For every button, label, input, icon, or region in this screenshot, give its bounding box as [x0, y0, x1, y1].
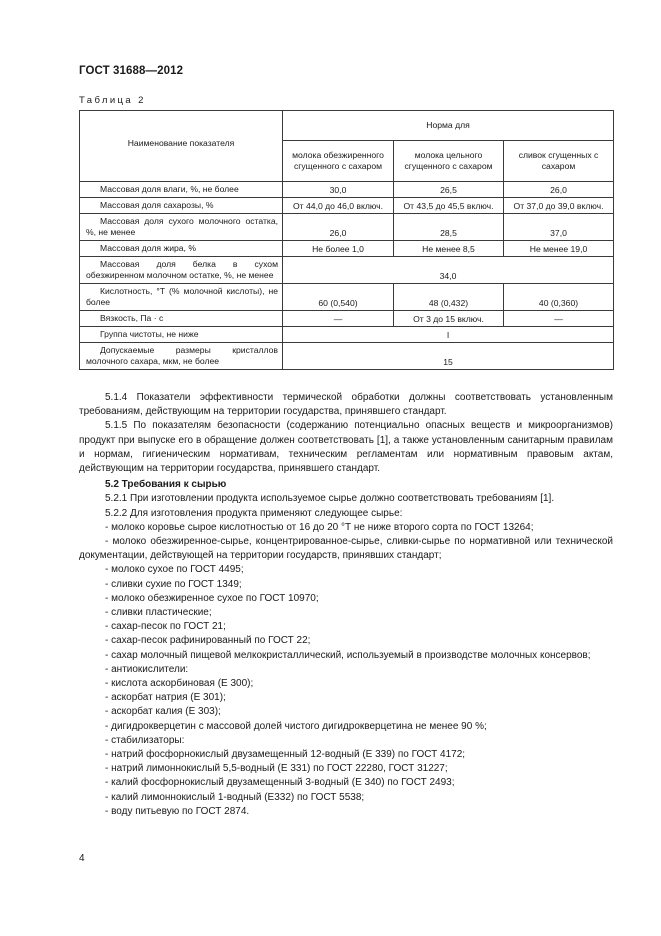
row-value: 30,0 [283, 182, 394, 198]
row-indicator-label: Вязкость, Па · с [100, 313, 164, 323]
document-header: ГОСТ 31688—2012 [79, 65, 184, 77]
list-item: - дигидрокверцетин с массовой долей чистого дигидрокверцетина не менее 90 %; [105, 720, 487, 732]
row-value: 48 (0,432) [394, 284, 504, 311]
row-value: 28,5 [394, 214, 504, 241]
row-value: Не менее 19,0 [504, 241, 614, 257]
body-text [79, 391, 613, 819]
table-row [80, 257, 614, 284]
column-header-group: Норма для [283, 111, 614, 141]
list-item: - натрий фосфорнокислый двузамещенный 12-водный (Е 339) по ГОСТ 4172; [105, 749, 466, 761]
row-value: От 3 до 15 включ. [394, 311, 504, 327]
row-indicator-name [80, 198, 283, 214]
list-item: - сахар молочный пищевой мелкокристаллический, используемый в производстве молочных консервов; [105, 649, 591, 661]
row-indicator-name [80, 257, 283, 284]
table-row [80, 327, 614, 343]
section-title-5-2: 5.2 Требования к сырью [105, 479, 227, 491]
list-item: - антиокислители: [105, 663, 189, 675]
row-indicator-name [80, 214, 283, 241]
list-item: - сливки сухие по ГОСТ 1349; [105, 578, 242, 590]
row-value: От 37,0 до 39,0 включ. [504, 198, 614, 214]
paragraph-5-1-5: 5.1.5 По показателям безопасности (содержанию потенциально опасных веществ и микроорганизмов) продукт при выпуске его в обращение должен соответствовать [1], а также установленным санитарным правилам и нормам, гигиеническим нормативам, техническим регламентам или нормативным правовым актам, действующим на территории государства, принявшего стандарт. [79, 420, 613, 475]
row-indicator-label: Массовая доля жира, % [100, 243, 196, 253]
row-indicator-name [80, 241, 283, 257]
table-row [80, 214, 614, 241]
table-header-row [80, 111, 614, 141]
column-header-skim-milk: молока обезжиренного сгущенного с сахаром [283, 141, 394, 182]
column-header-whole-milk: молока цельного сгущенного с сахаром [394, 141, 504, 182]
row-value: 26,0 [283, 214, 394, 241]
row-value-merged: I [283, 327, 614, 343]
list-item: - молоко обезжиренное-сырье, концентрированное-сырье, сливки-сырье по нормативной или технической документации, действующей на территории государств, принявших стандарт; [79, 536, 613, 562]
row-indicator-name [80, 284, 283, 311]
table-caption: Таблица 2 [79, 95, 146, 106]
list-item: - натрий лимоннокислый 5,5-водный (Е 331) по ГОСТ 22280, ГОСТ 31227; [105, 763, 448, 775]
row-indicator-label: Группа чистоты, не ниже [100, 329, 199, 339]
list-item: - аскорбат калия (Е 303); [105, 706, 221, 718]
row-indicator-label: Массовая доля сухого молочного остатка, %, не менее [86, 216, 278, 237]
raw-materials-list [79, 521, 613, 819]
list-item: - калий фосфорнокислый двузамещенный 3-водный (Е 340) по ГОСТ 2493; [105, 777, 455, 789]
list-item: - аскорбат натрия (Е 301); [105, 692, 226, 704]
row-value: 40 (0,360) [504, 284, 614, 311]
list-item: - калий лимоннокислый 1-водный (Е332) по ГОСТ 5538; [105, 791, 365, 803]
column-header-cream: сливок сгущенных с сахаром [504, 141, 614, 182]
norms-table [79, 110, 614, 370]
row-indicator-label: Кислотность, °Т (% молочной кислоты), не более [86, 286, 278, 307]
row-value: Не менее 8,5 [394, 241, 504, 257]
row-value: — [283, 311, 394, 327]
row-value: 60 (0,540) [283, 284, 394, 311]
list-item: - стабилизаторы: [105, 734, 185, 746]
row-indicator-label: Массовая доля сахарозы, % [100, 200, 214, 210]
row-value-merged: 34,0 [283, 257, 614, 284]
row-indicator-name [80, 182, 283, 198]
row-value: 26,0 [504, 182, 614, 198]
table-row [80, 182, 614, 198]
list-item: - сахар-песок по ГОСТ 21; [105, 621, 226, 633]
row-value: От 43,5 до 45,5 включ. [394, 198, 504, 214]
row-value: От 44,0 до 46,0 включ. [283, 198, 394, 214]
row-value: Не более 1,0 [283, 241, 394, 257]
row-value: 26,5 [394, 182, 504, 198]
row-indicator-label: Массовая доля влаги, %, не более [100, 184, 239, 194]
row-indicator-label: Массовая доля белка в сухом обезжиренном молочном остатке, %, не менее [86, 259, 278, 280]
table-row [80, 241, 614, 257]
list-item: - молоко обезжиренное сухое по ГОСТ 10970; [105, 592, 319, 604]
page-number: 4 [79, 853, 85, 864]
list-item: - сливки пластические; [105, 607, 212, 619]
paragraph-5-2-2: 5.2.2 Для изготовления продукта применяют следующее сырье: [105, 507, 403, 519]
table-row [80, 198, 614, 214]
row-indicator-label: Допускаемые размеры кристаллов молочного сахара, мкм, не более [86, 345, 278, 366]
table-row [80, 284, 614, 311]
table-body [80, 182, 614, 370]
row-indicator-name [80, 311, 283, 327]
list-item: - сахар-песок рафинированный по ГОСТ 22; [105, 635, 311, 647]
table-row [80, 343, 614, 370]
row-value: — [504, 311, 614, 327]
paragraph-5-1-4: 5.1.4 Показатели эффективности термической обработки должны соответствовать установленным требованиям, действующим на территории государства, принявшего стандарт. [79, 392, 613, 418]
list-item: - воду питьевую по ГОСТ 2874. [105, 805, 250, 817]
paragraph-5-2-1: 5.2.1 При изготовлении продукта используемое сырье должно соответствовать требованиям [1]. [105, 493, 555, 505]
row-value: 37,0 [504, 214, 614, 241]
list-item: - кислота аскорбиновая (Е 300); [105, 678, 254, 690]
list-item: - молоко коровье сырое кислотностью от 16 до 20 °Т не ниже второго сорта по ГОСТ 13264; [105, 521, 534, 533]
row-indicator-name [80, 327, 283, 343]
column-header-name: Наименование показателя [80, 111, 283, 182]
row-value-merged: 15 [283, 343, 614, 370]
table-row [80, 311, 614, 327]
list-item: - молоко сухое по ГОСТ 4495; [105, 564, 244, 576]
row-indicator-name [80, 343, 283, 370]
